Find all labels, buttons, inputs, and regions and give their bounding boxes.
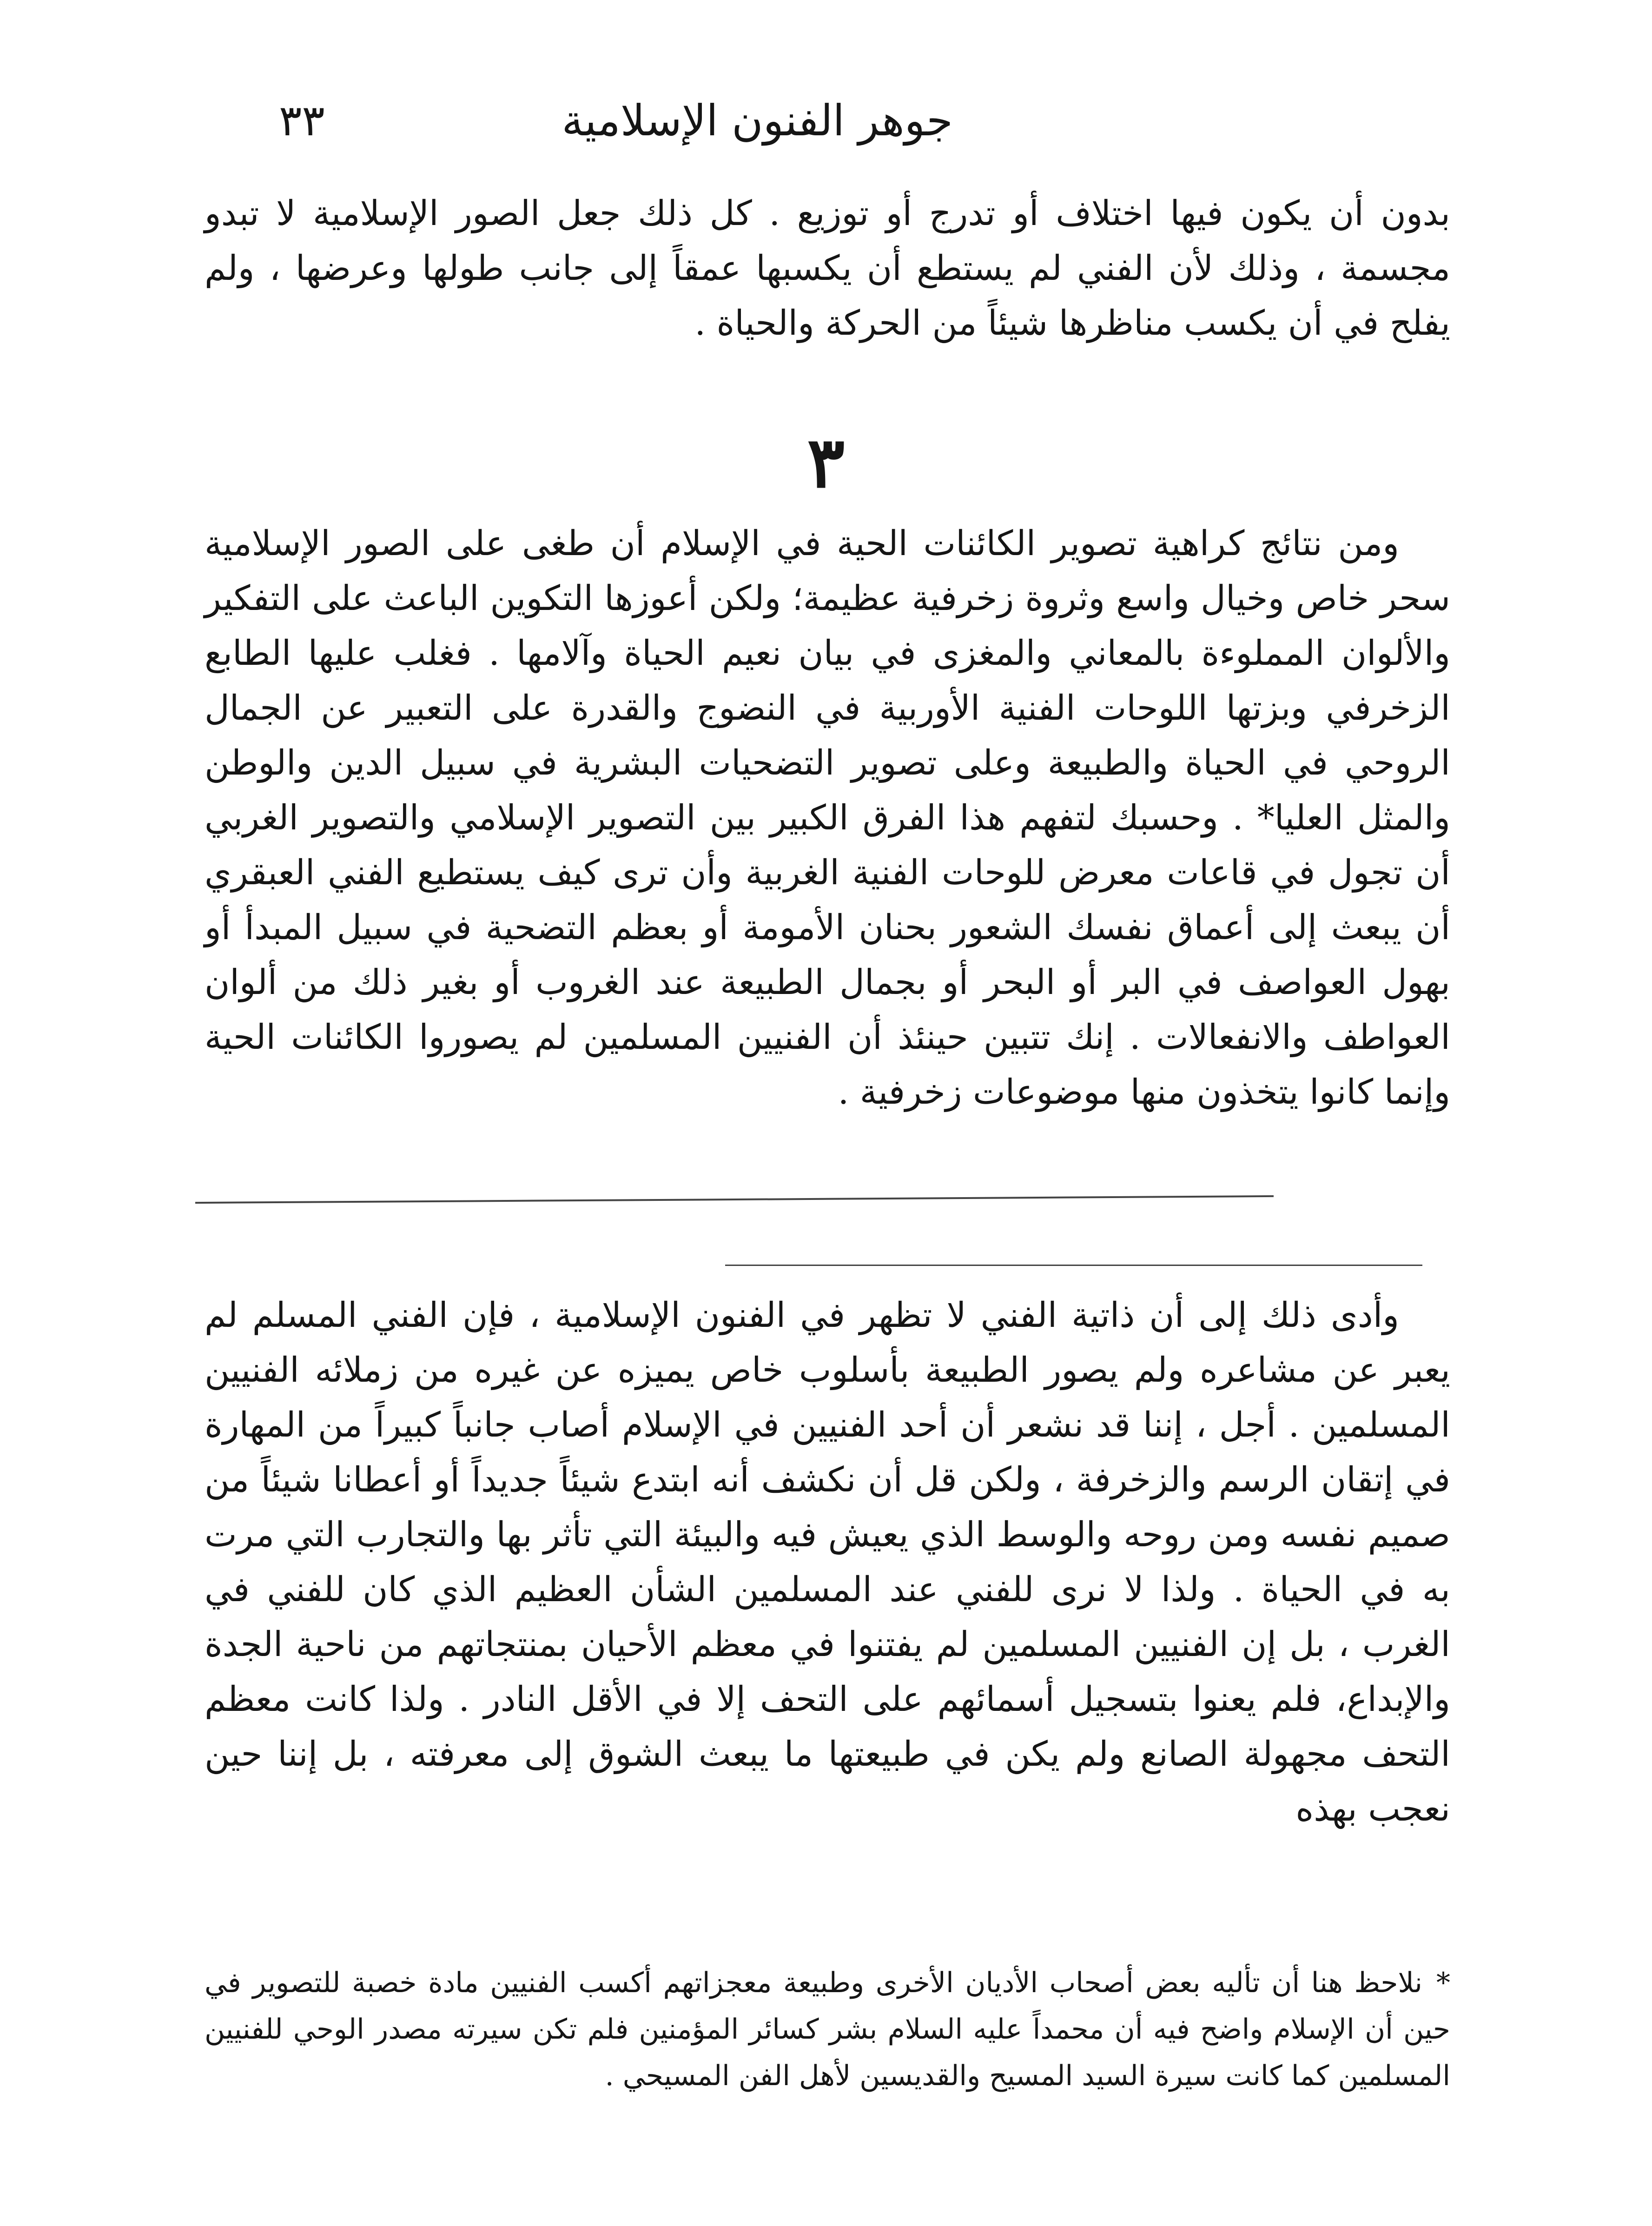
footnote-text: نلاحظ هنا أن تأليه بعض أصحاب الأديان الأخرى وطبيعة معجزاتهم أكسب الفنيين مادة خصبة للتصوير في حين أن الإسلام واضح فيه أن محمداً عليه السلام بشر كسائر المؤمنين فلم تكن سيرته مصدر الوحي للفنيين المسلمين كما كانت سيرة السيد المسيح والقديسين لأهل الفن المسيحي .	[205, 1967, 1450, 2092]
paragraph-block-2	[205, 1288, 1450, 1836]
paragraph-block-1	[205, 516, 1450, 1120]
section-number: ٣	[807, 422, 845, 504]
intro-paragraph-block	[205, 186, 1450, 351]
scan-rule-line-short	[725, 1265, 1422, 1266]
page-number: ٣٣	[279, 96, 325, 146]
scan-rule-line	[195, 1195, 1274, 1204]
body-paragraph-1: ومن نتائج كراهية تصوير الكائنات الحية في الإسلام أن طغى على الصور الإسلامية سحر خاص وخيال واسع وثروة زخرفية عظيمة؛ ولكن أعوزها التكوين الباعث على التفكير والألوان المملوءة بالمعاني والمغزى في بيان نعيم الحياة وآلامها . فغلب عليها الطابع الزخرفي وبزتها اللوحات الفنية الأوربية في النضوج والقدرة على التعبير عن الجمال الروحي في الحياة والطبيعة وعلى تصوير التضحيات البشرية في سبيل الدين والوطن والمثل العليا* . وحسبك لتفهم هذا الفرق الكبير بين التصوير الإسلامي والتصوير الغربي أن تجول في قاعات معرض للوحات الفنية الغربية وأن ترى كيف يستطيع الفني العبقري أن يبعث إلى أعماق نفسك الشعور بحنان الأمومة أو بعظم التضحية في سبيل المبدأ أو بهول العواصف في البر أو البحر أو بجمال الطبيعة عند الغروب أو بغير ذلك من ألوان العواطف والانفعالات . إنك تتبين حينئذ أن الفنيين المسلمين لم يصوروا الكائنات الحية وإنما كانوا يتخذون منها موضوعات زخرفية .	[205, 523, 1450, 1112]
intro-paragraph: بدون أن يكون فيها اختلاف أو تدرج أو توزيع . كل ذلك جعل الصور الإسلامية لا تبدو مجسمة ، وذلك لأن الفني لم يستطع أن يكسبها عمقاً إلى جانب طولها وعرضها ، ولم يفلح في أن يكسب مناظرها شيئاً من الحركة والحياة .	[205, 193, 1451, 343]
footnote-marker: *	[1436, 1967, 1450, 1999]
running-header	[279, 93, 953, 158]
running-title: جوهر الفنون الإسلامية	[562, 96, 953, 146]
body-paragraph-2: وأدى ذلك إلى أن ذاتية الفني لا تظهر في الفنون الإسلامية ، فإن الفني المسلم لم يعبر عن مشاعره ولم يصور الطبيعة بأسلوب خاص يميزه عن غيره من زملائه الفنيين المسلمين . أجل ، إننا قد نشعر أن أحد الفنيين في الإسلام أصاب جانباً كبيراً من المهارة في إتقان الرسم والزخرفة ، ولكن قل أن نكشف أنه ابتدع شيئاً جديداً أو أعطانا شيئاً من صميم نفسه ومن روحه والوسط الذي يعيش فيه والبيئة التي تأثر بها والتجارب التي مرت به في الحياة . ولذا لا نرى للفني عند المسلمين الشأن العظيم الذي كان للفني في الغرب ، بل إن الفنيين المسلمين لم يفتنوا في معظم الأحيان بمنتجاتهم من ناحية الجدة والإبداع، فلم يعنوا بتسجيل أسمائهم على التحف إلا في الأقل النادر . ولذا كانت معظم التحف مجهولة الصانع ولم يكن في طبيعتها ما يبعث الشوق إلى معرفته ، بل إننا حين نعجب بهذه	[205, 1295, 1450, 1829]
footnote	[205, 1960, 1450, 2099]
